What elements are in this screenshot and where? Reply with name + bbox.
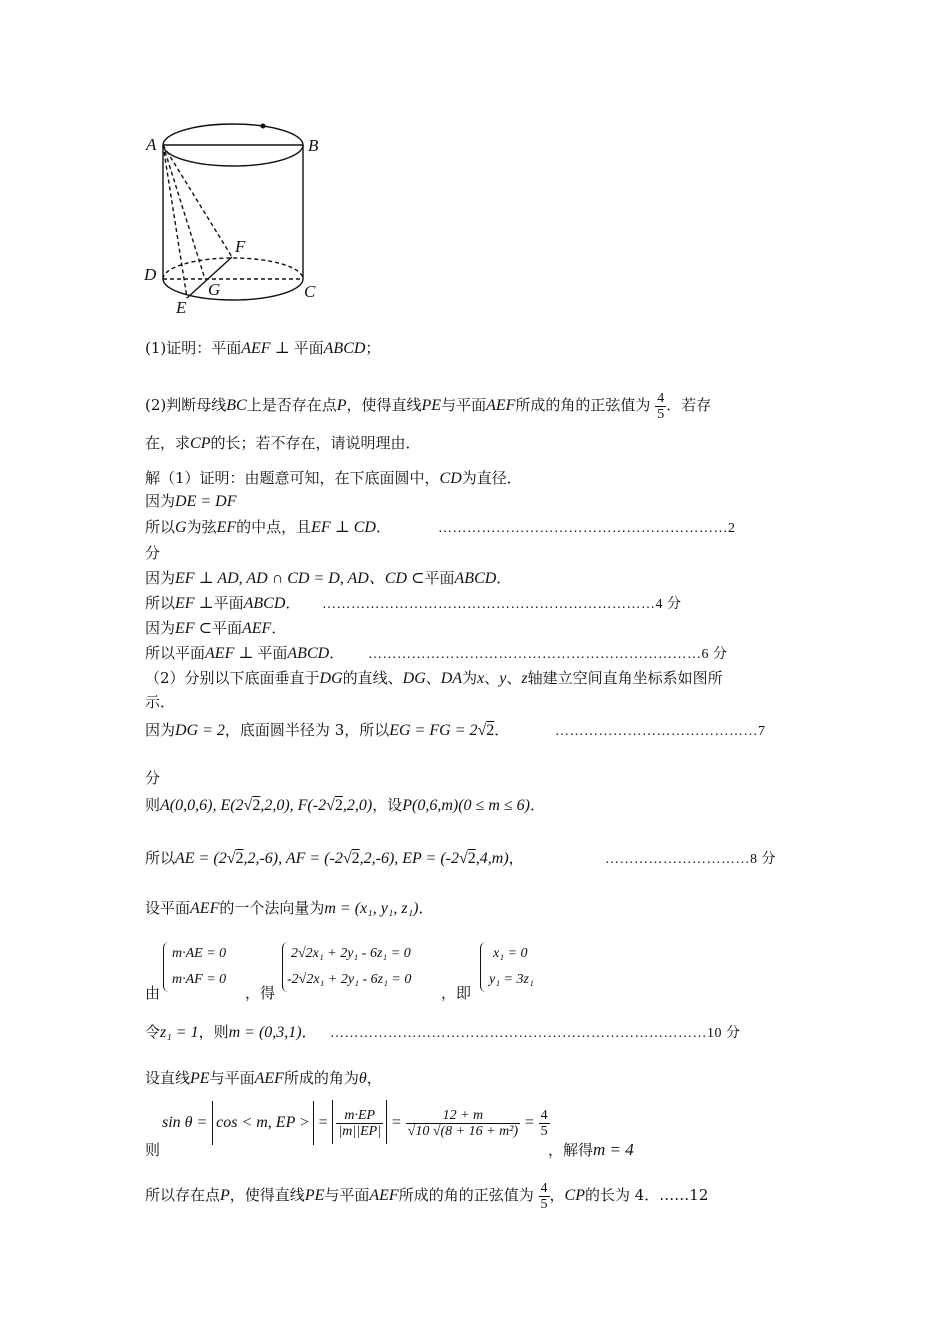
solution-line-11: 因为DG = 2，底面圆半径为 3，所以EG = FG = 2√2． — [145, 721, 510, 739]
label-e: E — [176, 298, 187, 317]
question-1: (1)证明：平面AEF ⊥ 平面ABCD； — [145, 339, 381, 357]
formula-solve: ，解得m = 4 — [548, 1140, 634, 1159]
solution-line-1: 解（1）证明：由题意可知，在下底面圆中，CD为直径． — [145, 469, 522, 487]
fraction-cos: $\frac{m\cdot EP}{|m||EP|}$ — [338, 1107, 382, 1139]
solution-line-17: 令z₁ = 1，则m = (0,3,1)． — [145, 1023, 317, 1041]
label-b: B — [308, 136, 319, 155]
score-2-dots: ……………………………………………………2 — [438, 521, 736, 536]
system-2: 2√2x₁ + 2y₁ - 6z₁ = 0 -2√2x₁ + 2y₁ - 6z₁ = 0 — [282, 942, 453, 992]
solution-line-6: 所以EF ⊥平面ABCD． — [145, 594, 301, 612]
fraction-conclusion: $\frac{4}{5}$ — [540, 1180, 548, 1212]
solution-line-14: 所以AE = (2√2,2,-6), AF = (-2√2,2,-6), EP = (-2√2,4,m)， — [145, 849, 524, 867]
cylinder-figure — [140, 115, 340, 320]
solution-line-2: 因为DE = DF — [145, 492, 237, 510]
label-d: D — [144, 265, 157, 284]
label-g: G — [208, 280, 221, 299]
fraction-four-fifths: $\frac{4}{5}$ — [657, 390, 665, 422]
solution-line-12: 分 — [145, 769, 161, 787]
system-3: x₁ = 0 y₁ = 3z₁ — [480, 942, 551, 992]
solution-line-8: 所以平面AEF ⊥ 平面ABCD． — [145, 644, 345, 662]
question-2-line-2: 在，求CP的长；若不存在，请说明理由． — [145, 434, 421, 452]
sin-theta-formula: sin θ = cos < m, EP > = $\frac{m\cdot EP}{|m||EP|}$ = $\frac{12 + m}{\text{√10 √(8 + 16 + m²)}}$ = $\frac{4}{5}$ — [162, 1100, 550, 1145]
solution-line-10: 示． — [145, 693, 176, 711]
solution-line-3: 所以G为弦EF的中点，且EF ⊥ CD． — [145, 518, 391, 536]
score-6-dots: ……………………………………………………………6 分 — [368, 647, 728, 662]
label-f: F — [235, 237, 246, 256]
solution-line-9: （2）分别以下底面垂直于DG的直线、DG、DA为x、y、z轴建立空间直角坐标系如图所 — [145, 669, 723, 687]
bottom-front-arc — [163, 279, 303, 300]
label-c: C — [304, 282, 316, 301]
score-8-dots: …………………………8 分 — [605, 852, 776, 867]
formula-then: 则 — [145, 1141, 161, 1159]
system-label-ji: ，即 — [441, 984, 472, 1002]
question-2-line-1: (2)判断母线BC上是否存在点P，使得直线PE与平面AEF所成的角的正弦值为 $\frac{4}{5}$ ．若存 — [145, 390, 712, 422]
score-7-dots: ……………………………………7 — [555, 724, 766, 739]
system-label-de: ，得 — [245, 984, 276, 1002]
solution-line-15: 设平面AEF的一个法向量为m = (x₁, y₁, z₁)． — [145, 899, 434, 917]
bottom-back-arc — [163, 258, 303, 279]
solution-line-18: 设直线PE与平面AEF所成的角为θ， — [145, 1069, 382, 1087]
top-point — [261, 124, 266, 129]
solution-line-4: 分 — [145, 544, 161, 562]
conclusion-line: 所以存在点P，使得直线PE与平面AEF所成的角的正弦值为 $\frac{4}{5}$ ，CP的长为 4．……12 — [145, 1180, 709, 1212]
segment-ae — [163, 145, 187, 298]
system-1: m·AE = 0 m·AF = 0 — [163, 942, 254, 992]
score-10-dots: ……………………………………………………………………10 分 — [330, 1026, 741, 1041]
fraction-result: $\frac{4}{5}$ — [540, 1107, 548, 1139]
label-a: A — [146, 135, 157, 154]
solution-line-5: 因为EF ⊥ AD, AD ∩ CD = D, AD、CD ⊂平面ABCD． — [145, 569, 512, 587]
solution-line-7: 因为EF ⊂平面AEF． — [145, 619, 287, 637]
system-label-you: 由 — [145, 984, 161, 1002]
segment-ag — [163, 145, 205, 279]
solution-line-13: 则A(0,0,6), E(2√2,2,0), F(-2√2,2,0)，设P(0,6,m)(0 ≤ m ≤ 6)． — [145, 796, 545, 814]
segment-af — [163, 145, 232, 257]
score-4-dots: ……………………………………………………………4 分 — [322, 597, 682, 612]
fraction-value: $\frac{12 + m}{\text{√10 √(8 + 16 + m²)}}$ — [407, 1107, 519, 1139]
